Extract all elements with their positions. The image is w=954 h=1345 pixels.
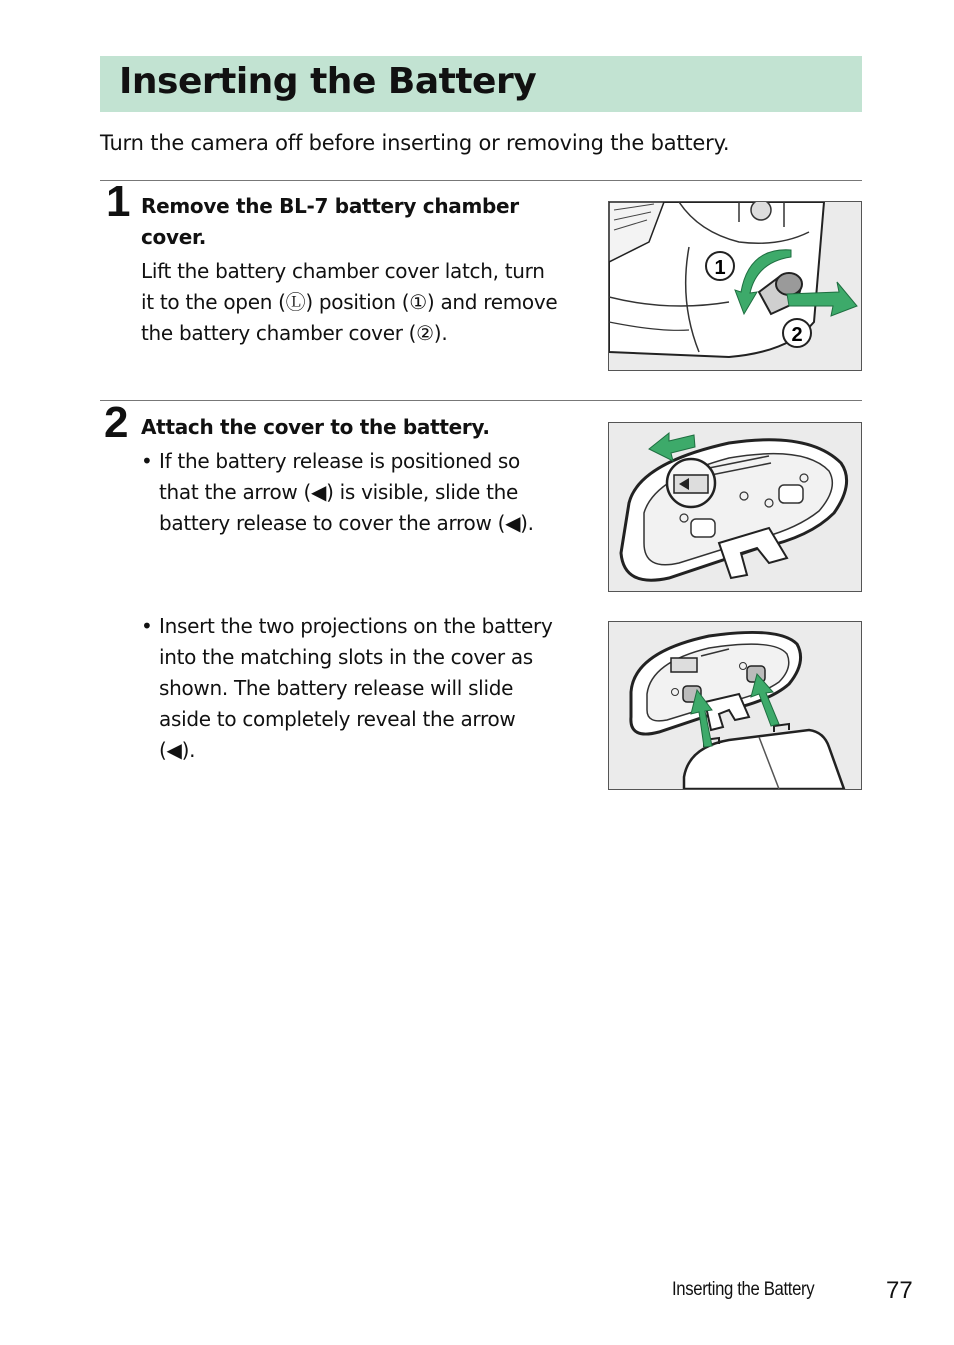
bullet-item xyxy=(141,611,591,766)
title-band xyxy=(100,56,862,112)
figure-insert-projections xyxy=(608,621,862,790)
step-number: 1 xyxy=(106,177,131,226)
battery-and-cover-illustration xyxy=(609,622,861,789)
bullet-line: into the matching slots in the cover as xyxy=(159,645,533,669)
step-heading: Attach the cover to the battery. xyxy=(141,415,490,439)
figure-remove-cover xyxy=(608,201,862,371)
callout-label: 1 xyxy=(714,257,726,279)
bullet-line: that the arrow (◀) is visible, slide the xyxy=(159,480,519,504)
bullet-line: aside to completely reveal the arrow xyxy=(159,707,516,731)
step-divider xyxy=(100,400,862,401)
page-number: 77 xyxy=(886,1277,913,1304)
step-heading xyxy=(141,191,601,253)
camera-body-illustration xyxy=(609,202,861,370)
body-line: Lift the battery chamber cover latch, turn xyxy=(141,259,545,283)
bullet-line: If the battery release is positioned so xyxy=(159,449,520,473)
battery-cover-illustration xyxy=(609,423,861,591)
page-title: Inserting the Battery xyxy=(119,61,537,102)
body-line: it to the open (Ⓛ) position (①) and remove xyxy=(141,290,558,314)
bullet-item xyxy=(141,446,591,539)
bullet-line: (◀). xyxy=(159,738,196,762)
figure-slide-release xyxy=(608,422,862,592)
bullet-dot: • xyxy=(141,449,153,473)
body-line: the battery chamber cover (②). xyxy=(141,321,448,345)
bullet-line: battery release to cover the arrow (◀). xyxy=(159,511,534,535)
bullet-line: Insert the two projections on the battery xyxy=(159,614,553,638)
bullet-line: shown. The battery release will slide xyxy=(159,676,514,700)
footer-section-title: Inserting the Battery xyxy=(672,1279,815,1300)
bullet-dot: • xyxy=(141,614,153,638)
step-heading-line: Remove the BL-7 battery chamber xyxy=(141,194,519,218)
intro-text: Turn the camera off before inserting or removing the battery. xyxy=(100,131,730,155)
step-body xyxy=(141,256,601,349)
step-heading-line: cover. xyxy=(141,225,207,249)
step-divider xyxy=(100,180,862,181)
callout-label: 2 xyxy=(791,324,803,346)
step-number: 2 xyxy=(104,398,129,447)
